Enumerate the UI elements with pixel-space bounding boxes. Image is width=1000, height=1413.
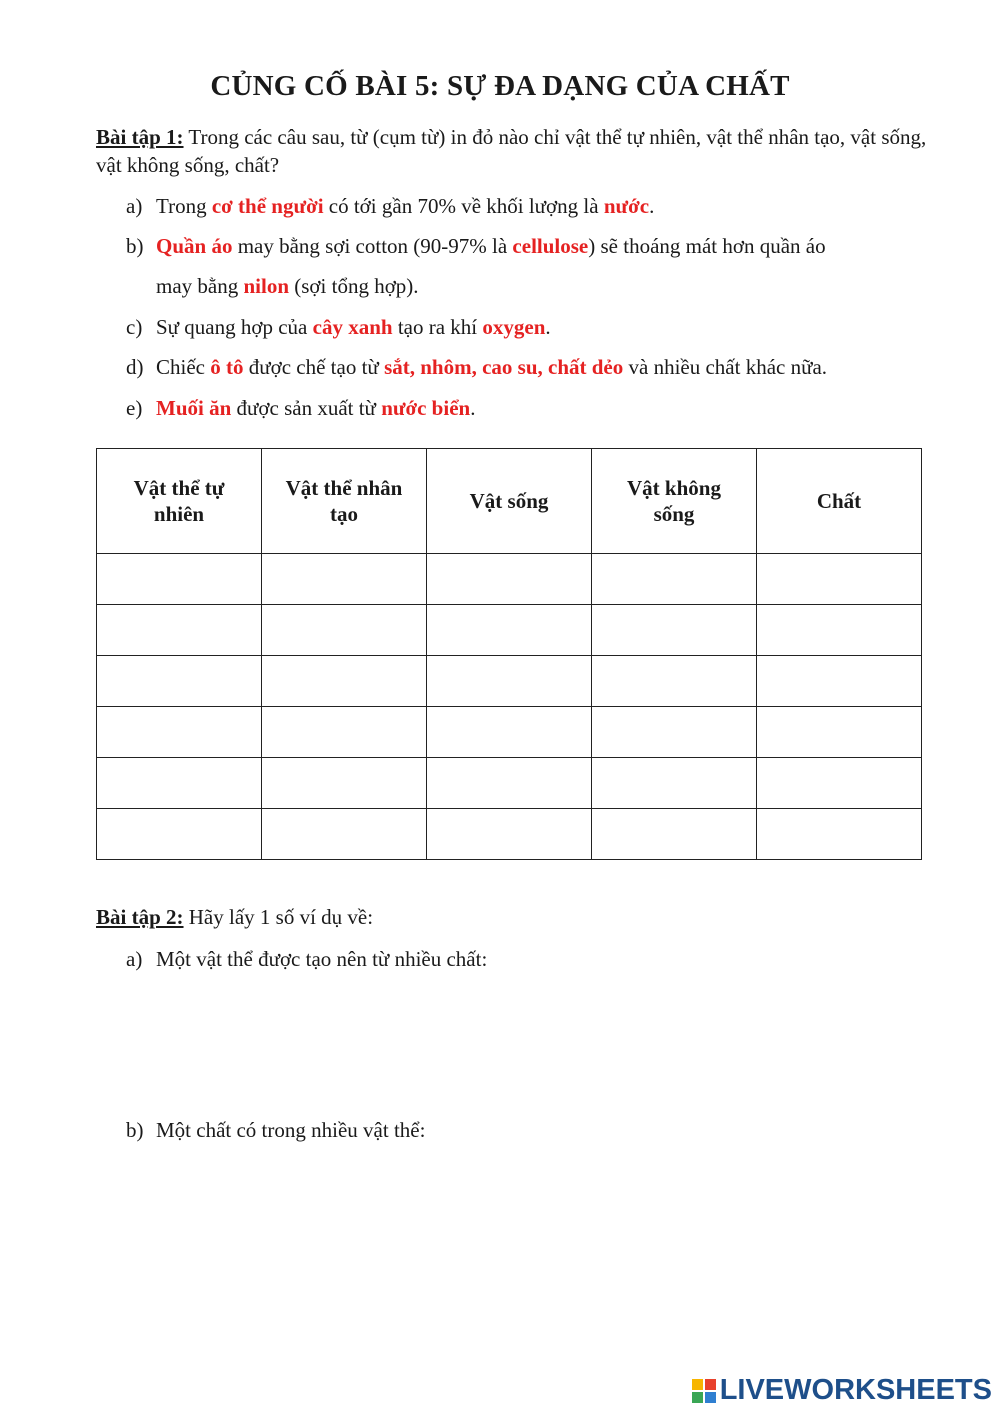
highlighted-term: nước [603, 194, 650, 218]
item-marker: b) [126, 1118, 144, 1142]
item-text: và nhiều chất khác nữa. [623, 355, 828, 379]
header-artificial-objects: Vật thể nhân tạo [262, 449, 427, 554]
item-text: . [649, 194, 655, 218]
answer-cell[interactable] [427, 605, 592, 656]
highlighted-term: Quần áo [156, 234, 233, 258]
answer-cell[interactable] [97, 758, 262, 809]
exercise-1-label: Bài tập 1: [96, 125, 184, 149]
answer-cell[interactable] [262, 554, 427, 605]
liveworksheets-logo-icon [692, 1379, 716, 1403]
answer-cell[interactable] [592, 758, 757, 809]
exercise-2-label: Bài tập 2: [96, 905, 184, 929]
answer-cell[interactable] [592, 707, 757, 758]
answer-cell[interactable] [757, 656, 922, 707]
item-marker: b) [126, 234, 144, 258]
item-marker: c) [126, 315, 143, 339]
header-non-living-things: Vật không sống [592, 449, 757, 554]
exercise-1-item-e [126, 388, 928, 428]
answer-cell[interactable] [427, 554, 592, 605]
exercise-2-item-b [126, 1110, 928, 1150]
answer-cell[interactable] [592, 809, 757, 860]
highlighted-term: Muối ăn [156, 396, 232, 420]
highlighted-term: cơ thể người [211, 194, 324, 218]
answer-cell[interactable] [592, 656, 757, 707]
answer-cell[interactable] [97, 707, 262, 758]
answer-cell[interactable] [97, 656, 262, 707]
classification-table [96, 448, 922, 860]
answer-cell[interactable] [757, 809, 922, 860]
highlighted-term: sắt, nhôm, cao su, chất dẻo [384, 355, 624, 379]
answer-cell[interactable] [427, 809, 592, 860]
header-substances: Chất [757, 449, 922, 554]
answer-cell[interactable] [97, 605, 262, 656]
item-marker: d) [126, 355, 144, 379]
item-text: (sợi tổng hợp). [289, 274, 419, 298]
table-row [97, 605, 922, 656]
exercise-1-item-d [126, 347, 928, 387]
answer-cell[interactable] [262, 758, 427, 809]
header-living-things: Vật sống [427, 449, 592, 554]
item-text: Trong [156, 194, 212, 218]
item-text: có tới gần 70% về khối lượng là [323, 194, 604, 218]
answer-cell[interactable] [427, 758, 592, 809]
item-text: Một vật thể được tạo nên từ nhiều chất: [156, 947, 488, 971]
highlighted-term: oxygen [482, 315, 546, 339]
answer-cell[interactable] [262, 707, 427, 758]
highlighted-term: cellulose [512, 234, 589, 258]
exercise-2-heading [96, 903, 936, 931]
item-text: . [545, 315, 551, 339]
item-text: Một chất có trong nhiều vật thể: [156, 1118, 426, 1142]
highlighted-term: nilon [243, 274, 290, 298]
item-continuation [126, 266, 928, 306]
table-row [97, 809, 922, 860]
answer-cell[interactable] [427, 707, 592, 758]
exercise-1-prompt: Trong các câu sau, từ (cụm từ) in đỏ nào chỉ vật thể tự nhiên, vật thể nhân tạo, vật sống, vật không sống, chất? [96, 125, 927, 177]
answer-cell[interactable] [97, 554, 262, 605]
table-row [97, 554, 922, 605]
highlighted-term: ô tô [210, 355, 244, 379]
answer-cell[interactable] [262, 605, 427, 656]
page-title: CỦNG CỐ BÀI 5: SỰ ĐA DẠNG CỦA CHẤT [210, 70, 790, 102]
liveworksheets-logo[interactable] [692, 1374, 992, 1407]
table-row [97, 707, 922, 758]
item-text: may bằng [156, 274, 244, 298]
table-header-row [97, 449, 922, 554]
item-text: ) sẽ thoáng mát hơn quần áo [588, 234, 826, 258]
item-text: được chế tạo từ [243, 355, 385, 379]
item-text: . [470, 396, 476, 420]
exercise-1-item-c [126, 307, 928, 347]
exercise-1-heading [96, 123, 936, 179]
answer-cell[interactable] [757, 605, 922, 656]
item-text: Sự quang hợp của [156, 315, 313, 339]
answer-cell[interactable] [757, 707, 922, 758]
item-text: may bằng sợi cotton (90-97% là [232, 234, 513, 258]
highlighted-term: cây xanh [312, 315, 393, 339]
exercise-2-prompt: Hãy lấy 1 số ví dụ về: [183, 905, 374, 929]
answer-cell[interactable] [262, 656, 427, 707]
answer-cell[interactable] [757, 554, 922, 605]
answer-cell[interactable] [592, 554, 757, 605]
item-marker: a) [126, 194, 143, 218]
answer-cell[interactable] [427, 656, 592, 707]
item-marker: a) [126, 947, 143, 971]
answer-cell[interactable] [262, 809, 427, 860]
header-natural-objects: Vật thể tự nhiên [97, 449, 262, 554]
highlighted-term: nước biển [381, 396, 471, 420]
item-marker: e) [126, 396, 143, 420]
exercise-1-item-a [126, 186, 928, 226]
exercise-2-item-a [126, 939, 928, 979]
item-text: Chiếc [156, 355, 211, 379]
item-text: được sản xuất từ [231, 396, 382, 420]
answer-cell[interactable] [757, 758, 922, 809]
table-row [97, 758, 922, 809]
item-text: tạo ra khí [392, 315, 483, 339]
answer-cell[interactable] [97, 809, 262, 860]
exercise-1-item-b [126, 226, 928, 306]
answer-cell[interactable] [592, 605, 757, 656]
logo-text: LIVEWORKSHEETS [719, 1374, 992, 1406]
table-row [97, 656, 922, 707]
